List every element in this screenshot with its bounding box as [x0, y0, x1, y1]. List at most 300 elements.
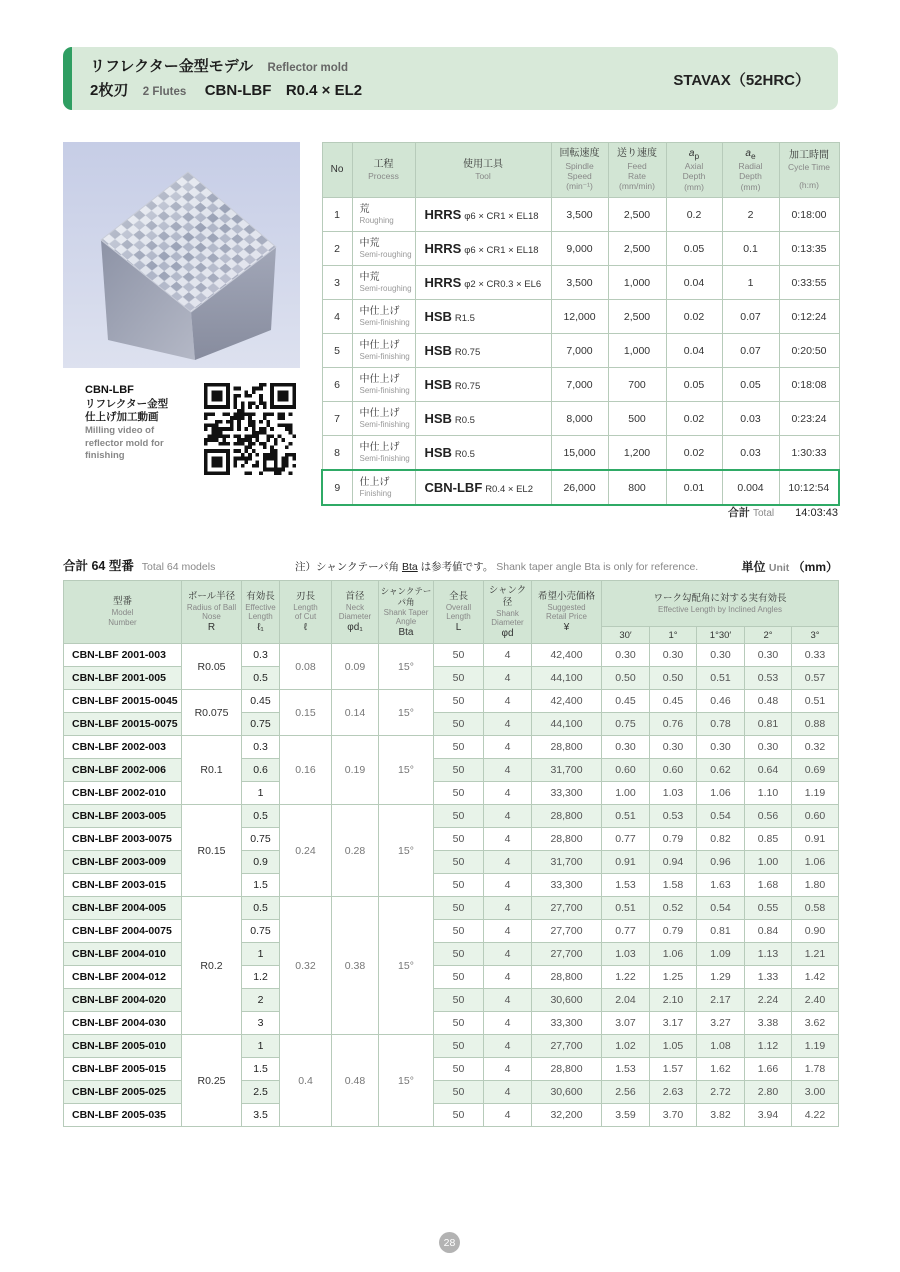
cell-length-of-cut: 0.08 — [280, 644, 332, 690]
reflector-mold-image — [63, 142, 300, 368]
cell-ball-radius: R0.2 — [182, 897, 242, 1035]
cell-model-number: CBN-LBF 2005-035 — [64, 1104, 182, 1127]
cell-time: 0:20:50 — [779, 334, 839, 368]
cell-incline-3: 2.80 — [745, 1081, 792, 1104]
cell-speed: 3,500 — [551, 198, 608, 232]
process-row — [322, 436, 839, 471]
model-row — [64, 943, 839, 966]
cell-price: 33,300 — [532, 874, 602, 897]
cell-ball-radius: R0.25 — [182, 1035, 242, 1127]
cell-neck-diameter: 0.48 — [332, 1035, 379, 1127]
cell-process: 中仕上げ Semi-finishing — [352, 402, 415, 436]
process-row — [322, 402, 839, 436]
col-process: 工程 Process — [352, 143, 415, 198]
cell-ae: 0.07 — [722, 300, 779, 334]
cell-incline-4: 0.90 — [792, 920, 839, 943]
cell-neck-diameter: 0.19 — [332, 736, 379, 805]
video-jp-line2: 仕上げ加工動画 — [85, 411, 159, 424]
video-link-block — [85, 383, 315, 475]
cell-no: 7 — [322, 402, 352, 436]
cell-model-number: CBN-LBF 2004-010 — [64, 943, 182, 966]
cell-model-number: CBN-LBF 2005-010 — [64, 1035, 182, 1058]
cell-price: 27,700 — [532, 1035, 602, 1058]
col-ae: $a_e$ Radial Depth (mm) — [722, 143, 779, 198]
cell-incline-4: 1.19 — [792, 782, 839, 805]
header-line1 — [90, 55, 362, 79]
cell-ae: 2 — [722, 198, 779, 232]
cell-tool: HSB R0.5 — [415, 436, 551, 471]
flutes-en: 2 Flutes — [142, 85, 187, 98]
cell-model-number: CBN-LBF 2002-006 — [64, 759, 182, 782]
cell-incline-2: 3.27 — [697, 1012, 745, 1035]
cell-incline-3: 0.30 — [745, 736, 792, 759]
cell-incline-2: 0.78 — [697, 713, 745, 736]
cell-incline-3: 0.85 — [745, 828, 792, 851]
cell-effective-length: 2.5 — [242, 1081, 280, 1104]
cell-incline-0: 0.50 — [602, 667, 650, 690]
col-tool: 使用工具 Tool — [415, 143, 551, 198]
col-neck: 首径 Neck Diameter φd₁ — [332, 581, 379, 644]
model-row — [64, 736, 839, 759]
col-radius: ボール半径 Radius of Ball Nose R — [182, 581, 242, 644]
cell-length-of-cut: 0.4 — [280, 1035, 332, 1127]
cell-incline-0: 1.03 — [602, 943, 650, 966]
cell-time: 0:18:08 — [779, 368, 839, 402]
cell-ball-radius: R0.1 — [182, 736, 242, 805]
cell-incline-2: 1.29 — [697, 966, 745, 989]
cell-shank-taper-angle: 15° — [379, 897, 434, 1035]
cell-shank-diameter: 4 — [484, 644, 532, 667]
cell-incline-2: 2.72 — [697, 1081, 745, 1104]
video-caption — [85, 383, 190, 462]
cell-incline-2: 0.46 — [697, 690, 745, 713]
col-shankd: シャンク径 Shank Diameter φd — [484, 581, 532, 644]
cell-incline-2: 0.51 — [697, 667, 745, 690]
flutes-jp: 2枚刃 — [90, 81, 129, 99]
cell-shank-taper-angle: 15° — [379, 805, 434, 897]
cell-overall-length: 50 — [434, 782, 484, 805]
cell-process: 中仕上げ Semi-finishing — [352, 368, 415, 402]
cell-model-number: CBN-LBF 2004-012 — [64, 966, 182, 989]
cell-incline-4: 0.91 — [792, 828, 839, 851]
cell-incline-4: 0.60 — [792, 805, 839, 828]
cell-overall-length: 50 — [434, 1058, 484, 1081]
cell-time: 0:13:35 — [779, 232, 839, 266]
cell-shank-diameter: 4 — [484, 736, 532, 759]
video-en-line3: finishing — [85, 449, 125, 461]
cell-speed: 12,000 — [551, 300, 608, 334]
total-label-jp: 合計 — [727, 507, 750, 519]
angle-30min: 30′ — [602, 627, 650, 644]
cell-shank-diameter: 4 — [484, 690, 532, 713]
cell-ap: 0.02 — [666, 402, 722, 436]
cell-overall-length: 50 — [434, 667, 484, 690]
cell-incline-3: 1.12 — [745, 1035, 792, 1058]
cell-time: 0:18:00 — [779, 198, 839, 232]
cell-incline-1: 2.10 — [650, 989, 697, 1012]
cell-incline-4: 1.19 — [792, 1035, 839, 1058]
cell-incline-4: 0.32 — [792, 736, 839, 759]
cell-incline-3: 0.84 — [745, 920, 792, 943]
cell-neck-diameter: 0.09 — [332, 644, 379, 690]
cell-model-number: CBN-LBF 2005-025 — [64, 1081, 182, 1104]
cell-incline-1: 1.05 — [650, 1035, 697, 1058]
cell-incline-2: 0.30 — [697, 644, 745, 667]
cell-model-number: CBN-LBF 2003-0075 — [64, 828, 182, 851]
cell-neck-diameter: 0.38 — [332, 897, 379, 1035]
model-row — [64, 1104, 839, 1127]
cell-effective-length: 0.3 — [242, 736, 280, 759]
cell-overall-length: 50 — [434, 920, 484, 943]
cell-incline-3: 1.68 — [745, 874, 792, 897]
cell-incline-4: 0.88 — [792, 713, 839, 736]
model-row — [64, 989, 839, 1012]
cell-incline-0: 0.60 — [602, 759, 650, 782]
cell-incline-0: 0.30 — [602, 644, 650, 667]
col-model: 型番 Model Number — [64, 581, 182, 644]
cell-effective-length: 2 — [242, 989, 280, 1012]
process-row — [322, 198, 839, 232]
cell-incline-1: 2.63 — [650, 1081, 697, 1104]
cell-price: 32,200 — [532, 1104, 602, 1127]
cell-shank-diameter: 4 — [484, 989, 532, 1012]
process-row — [322, 266, 839, 300]
cell-time: 0:12:24 — [779, 300, 839, 334]
col-efflen: 有効長 Effective Length ℓ₁ — [242, 581, 280, 644]
cell-price: 27,700 — [532, 897, 602, 920]
cell-tool: HRRS φ2 × CR0.3 × EL6 — [415, 266, 551, 300]
cell-incline-0: 0.77 — [602, 920, 650, 943]
cell-no: 4 — [322, 300, 352, 334]
process-row — [322, 334, 839, 368]
cell-effective-length: 0.9 — [242, 851, 280, 874]
cell-incline-2: 1.06 — [697, 782, 745, 805]
cell-process: 仕上げ Finishing — [352, 470, 415, 505]
cell-incline-4: 1.80 — [792, 874, 839, 897]
video-jp-line1: リフレクター金型 — [85, 397, 169, 410]
cell-overall-length: 50 — [434, 644, 484, 667]
model-row — [64, 966, 839, 989]
cell-incline-0: 0.51 — [602, 805, 650, 828]
cell-incline-1: 1.58 — [650, 874, 697, 897]
cell-incline-3: 2.24 — [745, 989, 792, 1012]
cell-ap: 0.04 — [666, 266, 722, 300]
model-row — [64, 828, 839, 851]
cell-process: 中仕上げ Semi-finishing — [352, 436, 415, 471]
models-caption — [63, 556, 838, 574]
cell-price: 28,800 — [532, 736, 602, 759]
bta-term: Bta — [401, 561, 418, 573]
cell-shank-diameter: 4 — [484, 1104, 532, 1127]
cell-tool: CBN-LBF R0.4 × EL2 — [415, 470, 551, 505]
cell-overall-length: 50 — [434, 1012, 484, 1035]
cell-incline-0: 3.07 — [602, 1012, 650, 1035]
cell-incline-4: 4.22 — [792, 1104, 839, 1127]
cell-incline-1: 3.17 — [650, 1012, 697, 1035]
cell-overall-length: 50 — [434, 966, 484, 989]
cell-shank-diameter: 4 — [484, 667, 532, 690]
cell-price: 28,800 — [532, 966, 602, 989]
cell-effective-length: 1.5 — [242, 1058, 280, 1081]
cell-overall-length: 50 — [434, 713, 484, 736]
cell-ae: 0.03 — [722, 436, 779, 471]
model-row — [64, 1081, 839, 1104]
process-row — [322, 232, 839, 266]
video-title: CBN-LBF — [85, 384, 134, 396]
cell-shank-taper-angle: 15° — [379, 1035, 434, 1127]
models-count-en: Total 64 models — [141, 561, 216, 573]
cell-effective-length: 0.5 — [242, 897, 280, 920]
cell-model-number: CBN-LBF 2003-009 — [64, 851, 182, 874]
cell-ap: 0.05 — [666, 368, 722, 402]
cell-no: 1 — [322, 198, 352, 232]
cell-shank-diameter: 4 — [484, 966, 532, 989]
cell-incline-1: 0.76 — [650, 713, 697, 736]
model-row — [64, 1035, 839, 1058]
model-row — [64, 897, 839, 920]
models-table-section — [63, 580, 838, 1127]
col-incline-group: ワーク勾配角に対する実有効長 Effective Length by Inclined Angles — [602, 581, 839, 627]
angle-1deg30: 1°30′ — [697, 627, 745, 644]
cell-model-number: CBN-LBF 2003-015 — [64, 874, 182, 897]
page-number-badge — [439, 1232, 460, 1253]
cell-incline-1: 0.60 — [650, 759, 697, 782]
cell-incline-4: 0.58 — [792, 897, 839, 920]
cell-overall-length: 50 — [434, 874, 484, 897]
cell-model-number: CBN-LBF 2001-003 — [64, 644, 182, 667]
cell-incline-4: 1.06 — [792, 851, 839, 874]
cell-price: 28,800 — [532, 1058, 602, 1081]
cell-incline-3: 0.53 — [745, 667, 792, 690]
cell-length-of-cut: 0.24 — [280, 805, 332, 897]
cell-incline-1: 0.79 — [650, 920, 697, 943]
cell-overall-length: 50 — [434, 690, 484, 713]
cell-overall-length: 50 — [434, 1035, 484, 1058]
cell-incline-1: 0.94 — [650, 851, 697, 874]
cell-length-of-cut: 0.15 — [280, 690, 332, 736]
cell-model-number: CBN-LBF 2004-030 — [64, 1012, 182, 1035]
page-header — [63, 47, 838, 110]
cell-price: 27,700 — [532, 943, 602, 966]
cell-ae: 0.004 — [722, 470, 779, 505]
model-row — [64, 805, 839, 828]
cell-speed: 7,000 — [551, 368, 608, 402]
cell-ae: 0.1 — [722, 232, 779, 266]
cell-incline-3: 3.94 — [745, 1104, 792, 1127]
cell-model-number: CBN-LBF 2005-015 — [64, 1058, 182, 1081]
models-header-row — [64, 581, 839, 627]
model-row — [64, 759, 839, 782]
cell-incline-2: 0.54 — [697, 897, 745, 920]
cell-feed: 1,000 — [608, 266, 666, 300]
cell-incline-3: 0.81 — [745, 713, 792, 736]
cell-effective-length: 0.75 — [242, 920, 280, 943]
cell-incline-1: 3.70 — [650, 1104, 697, 1127]
process-table-section — [321, 142, 838, 506]
accent-bar — [63, 47, 72, 110]
cell-incline-1: 1.25 — [650, 966, 697, 989]
cell-tool: HRRS φ6 × CR1 × EL18 — [415, 198, 551, 232]
cell-incline-2: 1.08 — [697, 1035, 745, 1058]
cell-shank-diameter: 4 — [484, 1012, 532, 1035]
cell-incline-2: 0.96 — [697, 851, 745, 874]
models-count-jp: 合計 64 型番 — [63, 559, 134, 573]
cell-shank-diameter: 4 — [484, 1035, 532, 1058]
cell-incline-0: 0.51 — [602, 897, 650, 920]
cell-price: 44,100 — [532, 713, 602, 736]
cell-shank-taper-angle: 15° — [379, 644, 434, 690]
header-line2 — [90, 79, 362, 103]
cell-price: 31,700 — [532, 851, 602, 874]
cell-speed: 15,000 — [551, 436, 608, 471]
cell-price: 28,800 — [532, 828, 602, 851]
cell-model-number: CBN-LBF 2003-005 — [64, 805, 182, 828]
cell-overall-length: 50 — [434, 1104, 484, 1127]
model-row — [64, 920, 839, 943]
cell-shank-taper-angle: 15° — [379, 736, 434, 805]
cell-model-number: CBN-LBF 20015-0075 — [64, 713, 182, 736]
cell-effective-length: 0.5 — [242, 805, 280, 828]
cell-ap: 0.05 — [666, 232, 722, 266]
cell-speed: 3,500 — [551, 266, 608, 300]
cell-incline-0: 0.77 — [602, 828, 650, 851]
model-row — [64, 782, 839, 805]
cell-incline-1: 0.79 — [650, 828, 697, 851]
cell-overall-length: 50 — [434, 851, 484, 874]
cell-price: 33,300 — [532, 1012, 602, 1035]
cell-speed: 9,000 — [551, 232, 608, 266]
cell-effective-length: 3.5 — [242, 1104, 280, 1127]
cell-incline-0: 3.59 — [602, 1104, 650, 1127]
cell-incline-1: 1.03 — [650, 782, 697, 805]
cell-incline-0: 0.30 — [602, 736, 650, 759]
cell-shank-diameter: 4 — [484, 805, 532, 828]
cell-incline-1: 0.30 — [650, 644, 697, 667]
cell-shank-diameter: 4 — [484, 943, 532, 966]
col-no: No — [322, 143, 352, 198]
process-total — [321, 504, 838, 520]
cell-effective-length: 1.5 — [242, 874, 280, 897]
series-size: R0.4 × EL2 — [285, 81, 363, 99]
cell-incline-0: 0.45 — [602, 690, 650, 713]
cell-effective-length: 0.75 — [242, 828, 280, 851]
cell-shank-taper-angle: 15° — [379, 690, 434, 736]
cell-incline-4: 1.42 — [792, 966, 839, 989]
cell-incline-2: 1.63 — [697, 874, 745, 897]
cell-incline-3: 0.64 — [745, 759, 792, 782]
cell-incline-4: 0.33 — [792, 644, 839, 667]
cell-length-of-cut: 0.32 — [280, 897, 332, 1035]
cell-effective-length: 1 — [242, 782, 280, 805]
cell-price: 33,300 — [532, 782, 602, 805]
cell-model-number: CBN-LBF 2004-020 — [64, 989, 182, 1012]
cell-shank-diameter: 4 — [484, 1081, 532, 1104]
cell-effective-length: 3 — [242, 1012, 280, 1035]
cell-feed: 2,500 — [608, 300, 666, 334]
process-row — [322, 300, 839, 334]
cell-neck-diameter: 0.14 — [332, 690, 379, 736]
cell-tool: HSB R0.75 — [415, 334, 551, 368]
cell-ap: 0.04 — [666, 334, 722, 368]
cell-incline-3: 1.10 — [745, 782, 792, 805]
cell-overall-length: 50 — [434, 759, 484, 782]
cell-no: 2 — [322, 232, 352, 266]
cell-incline-1: 0.52 — [650, 897, 697, 920]
cell-incline-0: 0.91 — [602, 851, 650, 874]
cell-incline-2: 1.62 — [697, 1058, 745, 1081]
cell-price: 30,600 — [532, 1081, 602, 1104]
cell-effective-length: 0.6 — [242, 759, 280, 782]
cell-model-number: CBN-LBF 2002-010 — [64, 782, 182, 805]
video-en-line1: Milling video of — [85, 425, 155, 437]
cell-incline-0: 1.53 — [602, 1058, 650, 1081]
cell-ap: 0.02 — [666, 436, 722, 471]
cell-incline-1: 0.53 — [650, 805, 697, 828]
cell-no: 8 — [322, 436, 352, 471]
cell-no: 6 — [322, 368, 352, 402]
cell-price: 27,700 — [532, 920, 602, 943]
cell-feed: 1,000 — [608, 334, 666, 368]
cell-incline-2: 2.17 — [697, 989, 745, 1012]
model-row — [64, 874, 839, 897]
cell-effective-length: 1 — [242, 1035, 280, 1058]
series-name: CBN-LBF — [204, 81, 272, 99]
cell-incline-4: 2.40 — [792, 989, 839, 1012]
cell-shank-diameter: 4 — [484, 874, 532, 897]
process-header-row — [322, 143, 839, 198]
model-row — [64, 690, 839, 713]
cell-model-number: CBN-LBF 20015-0045 — [64, 690, 182, 713]
cell-incline-1: 0.50 — [650, 667, 697, 690]
models-note-en: Shank taper angle Bta is only for reference. — [496, 561, 699, 573]
cell-no: 3 — [322, 266, 352, 300]
cell-incline-0: 1.02 — [602, 1035, 650, 1058]
cell-incline-3: 3.38 — [745, 1012, 792, 1035]
cell-overall-length: 50 — [434, 897, 484, 920]
unit-label: 単位 Unit （mm） — [741, 560, 838, 574]
angle-2deg: 2° — [745, 627, 792, 644]
cell-incline-4: 1.21 — [792, 943, 839, 966]
cell-price: 28,800 — [532, 805, 602, 828]
cell-time: 1:30:33 — [779, 436, 839, 471]
col-speed: 回転速度 Spindle Speed (min⁻¹) — [551, 143, 608, 198]
cell-shank-diameter: 4 — [484, 759, 532, 782]
process-row — [322, 368, 839, 402]
cell-incline-3: 0.56 — [745, 805, 792, 828]
total-time: 14:03:43 — [795, 507, 838, 519]
cell-incline-4: 3.62 — [792, 1012, 839, 1035]
cell-incline-3: 1.66 — [745, 1058, 792, 1081]
cell-overall-length: 50 — [434, 943, 484, 966]
cell-incline-3: 0.30 — [745, 644, 792, 667]
cell-tool: HSB R0.5 — [415, 402, 551, 436]
cell-feed: 2,500 — [608, 232, 666, 266]
cell-model-number: CBN-LBF 2002-003 — [64, 736, 182, 759]
col-cut: 刃長 Length of Cut ℓ — [280, 581, 332, 644]
cell-ae: 0.07 — [722, 334, 779, 368]
page-number: 28 — [443, 1236, 456, 1249]
cell-tool: HRRS φ6 × CR1 × EL18 — [415, 232, 551, 266]
model-row — [64, 851, 839, 874]
cell-ae: 0.03 — [722, 402, 779, 436]
cell-neck-diameter: 0.28 — [332, 805, 379, 897]
cell-feed: 1,200 — [608, 436, 666, 471]
cell-shank-diameter: 4 — [484, 828, 532, 851]
cell-incline-4: 1.78 — [792, 1058, 839, 1081]
cell-overall-length: 50 — [434, 828, 484, 851]
cell-speed: 8,000 — [551, 402, 608, 436]
title-en: Reflector mold — [267, 61, 349, 74]
